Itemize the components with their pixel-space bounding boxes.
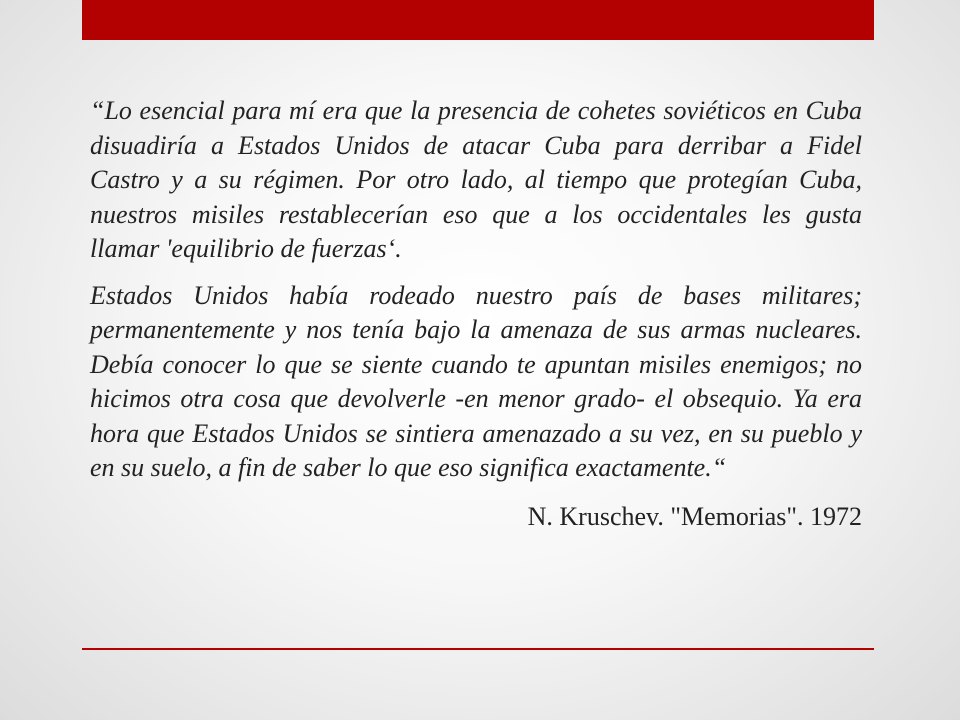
slide-body xyxy=(90,94,862,534)
quote-citation: N. Kruschev. "Memorias". 1972 xyxy=(527,501,862,531)
bottom-accent-line xyxy=(82,648,874,650)
top-accent-bar xyxy=(82,0,874,40)
quote-paragraph-2: Estados Unidos había rodeado nuestro país de bases militares; permanentemente y nos tenía bajo la amenaza de sus armas nucleares. Debía conocer lo que se siente cuando te apuntan misiles enemigos; no hicimos otra cosa que devolverle -en menor grado- el obsequio. Ya era hora que Estados Unidos se sintiera amenazado a su vez, en su pueblo y en su suelo, a fin de saber lo que eso significa exactamente.“ xyxy=(90,280,862,482)
quote-paragraph-1: “Lo esencial para mí era que la presencia de cohetes soviéticos en Cuba disuadiría a Estados Unidos de atacar Cuba para derribar a Fidel Castro y a su régimen. Por otro lado, al tiempo que protegían Cuba, nuestros misiles restablecerían eso que a los occidentales les gusta llamar 'equilibrio de fuerzas‘. xyxy=(90,96,862,263)
